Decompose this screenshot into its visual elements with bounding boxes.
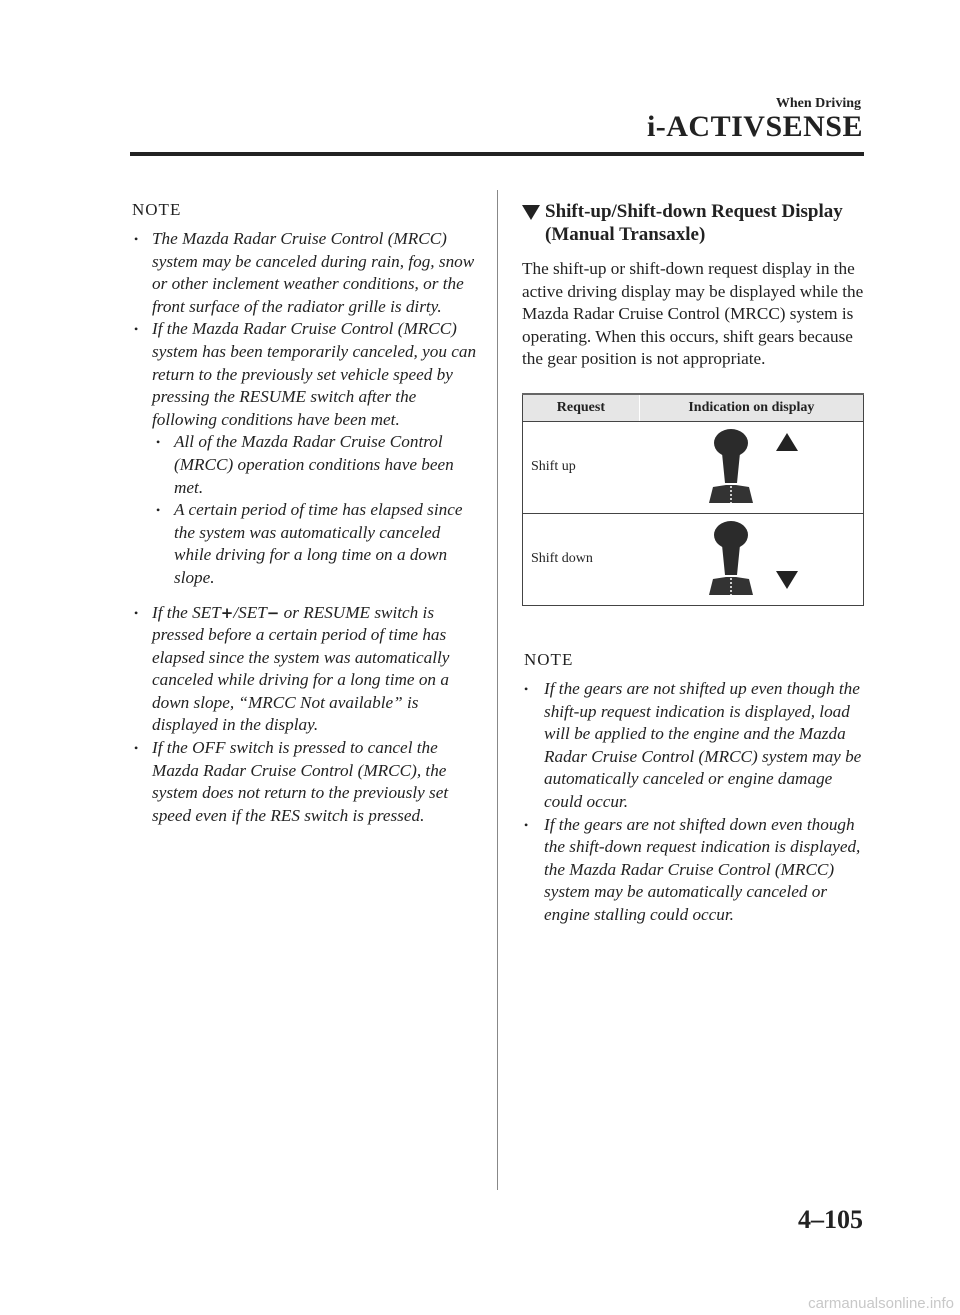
- sub-note-item: [152, 499, 477, 589]
- triangle-down-icon: [522, 205, 540, 220]
- note-item: [132, 602, 477, 738]
- header-rule: [130, 152, 864, 156]
- column-divider: [497, 190, 498, 1190]
- note-label: NOTE: [132, 200, 182, 219]
- note-text: If the SET: [152, 602, 221, 622]
- left-column: [132, 200, 477, 827]
- table-header-request: Request: [523, 394, 640, 422]
- note-text: or RESUME switch is pressed before a certain period of time has elapsed since the system was automatically canceled while driving for a long time on a down slope, “MRCC Not available” is displayed in the display.: [152, 602, 450, 735]
- note-item: [132, 318, 477, 589]
- header-section: When Driving: [775, 96, 861, 111]
- table-row: [523, 513, 864, 605]
- note-text: The Mazda Radar Cruise Control (MRCC) system may be canceled during rain, fog, snow or other inclement weather conditions, or the front surface of the radiator grille is dirty.: [152, 229, 475, 316]
- note-list: [522, 678, 864, 927]
- table-cell-indication: [639, 513, 863, 605]
- header-title: i-ACTIVSENSE: [646, 110, 863, 143]
- note-text: If the gears are not shifted down even though the shift-down request indication is displayed, the Mazda Radar Cruise Control (MRCC) system may be automatically canceled or engine stalling could occur.: [544, 814, 861, 924]
- note-item: [132, 737, 477, 827]
- note-item: [132, 228, 477, 318]
- intro-paragraph: The shift-up or shift-down request display in the active driving display may be displayed while the Mazda Radar Cruise Control (MRCC) system is operating. When this occurs, shift gears because the gear position is not appropriate.: [522, 259, 864, 369]
- sub-note-item: [152, 431, 477, 499]
- table-cell-indication: [639, 421, 863, 513]
- table-row: [523, 421, 864, 513]
- note-text: If the gears are not shifted up even though the shift-up request indication is displayed, load will be applied to the engine and the Mazda Radar Cruise Control (MRCC) system may be automatically canceled or engine damage could occur.: [544, 678, 862, 811]
- table-header-row: [523, 394, 864, 422]
- table-cell-request: Shift up: [523, 421, 640, 513]
- table-cell-request: Shift down: [523, 513, 640, 605]
- shift-up-indicator-icon: [691, 425, 811, 505]
- note-text: If the OFF switch is pressed to cancel the Mazda Radar Cruise Control (MRCC), the system does not return to the previously set speed even if the RES switch is pressed.: [152, 738, 449, 825]
- note-list: [132, 228, 477, 827]
- sub-note-text: A certain period of time has elapsed since the system was automatically canceled while driving for a long time on a down slope.: [174, 500, 463, 587]
- section-heading-text: Shift-up/Shift-down Request Display (Manual Transaxle): [545, 201, 843, 245]
- page-number: 4–105: [798, 1205, 863, 1234]
- table-header-indication: Indication on display: [639, 394, 863, 422]
- note-text: /SET: [233, 602, 267, 622]
- note-item: [522, 814, 864, 927]
- note-item: [522, 678, 864, 814]
- minus-icon: −: [266, 603, 280, 622]
- sub-note-text: All of the Mazda Radar Cruise Control (MRCC) operation conditions have been met.: [174, 432, 454, 497]
- sub-note-list: [152, 431, 477, 589]
- shift-down-indicator-icon: [691, 517, 811, 597]
- note-text: If the Mazda Radar Cruise Control (MRCC) system has been temporarily canceled, you can return to the previously set vehicle speed by pressing the RESUME switch after the following conditions have been met.: [152, 319, 477, 429]
- plus-icon: +: [220, 603, 234, 622]
- note-label: NOTE: [524, 649, 574, 669]
- right-column: [522, 200, 864, 927]
- watermark: carmanualsonline.info: [808, 1295, 954, 1312]
- section-heading: [522, 200, 864, 246]
- request-table: [522, 393, 864, 606]
